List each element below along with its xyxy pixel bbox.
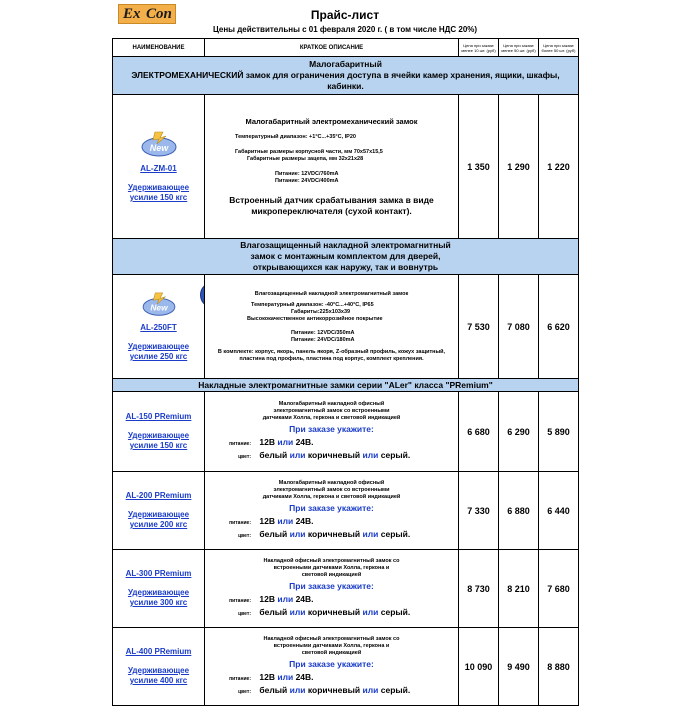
order-note: При заказе укажите: xyxy=(289,580,374,591)
price-under-50: 8 210 xyxy=(499,550,539,628)
order-note: При заказе укажите: xyxy=(289,658,374,669)
product-link-al-300[interactable]: AL-300 PRemium xyxy=(125,569,192,578)
holding-force-link[interactable]: Удерживающее усилие 400 кгс xyxy=(127,666,190,685)
section-premium-header xyxy=(113,379,579,392)
desc-heading: Малогабаритный электромеханический замок xyxy=(245,116,418,126)
color-options xyxy=(211,450,452,463)
product-link-al-zm-01[interactable]: AL-ZM-01 xyxy=(140,164,177,173)
desc-power-12v: Питание: 12VDC/760mA xyxy=(275,170,339,177)
product-description xyxy=(205,392,459,472)
product-row-al-200 xyxy=(113,472,579,550)
or-text: или xyxy=(277,515,294,526)
price-over-50: 7 680 xyxy=(539,550,579,628)
color-label: цвет: xyxy=(238,453,251,460)
header-desc: КРАТКОЕ ОПИСАНИЕ xyxy=(205,39,459,57)
product-description xyxy=(205,472,459,550)
or-text: или xyxy=(289,528,306,539)
desc-dims-hook: Габаритные размеры зацепа, мм 32х21х28 xyxy=(247,155,364,162)
product-row-al-300 xyxy=(113,550,579,628)
desc-text: Малогабаритный накладной офисный электромагнитный замок со встроенными датчиками Холла, геркона и световой индикацией xyxy=(262,479,401,500)
desc-coating: Высококачественное антикоррозийное покрытие xyxy=(247,315,383,322)
product-name-cell xyxy=(113,472,205,550)
option-brown: коричневый xyxy=(307,606,361,617)
or-text: или xyxy=(289,684,306,695)
table-header-row xyxy=(113,39,579,57)
desc-temperature: Температурный диапазон: -40°C...+40°C, IP65 xyxy=(251,301,374,308)
color-label: цвет: xyxy=(238,610,251,617)
option-brown: коричневый xyxy=(307,528,361,539)
power-options xyxy=(211,672,452,685)
option-white: белый xyxy=(259,449,288,460)
or-text: или xyxy=(289,606,306,617)
product-link-al-400[interactable]: AL-400 PRemium xyxy=(125,647,192,656)
price-under-50: 1 290 xyxy=(499,95,539,239)
product-name-cell xyxy=(113,550,205,628)
price-under-10: 7 530 xyxy=(459,275,499,379)
product-link-al-200[interactable]: AL-200 PRemium xyxy=(125,491,192,500)
product-description xyxy=(205,95,459,239)
desc-dims-body: Габаритные размеры корпусной части, мм 70х57х15,5 xyxy=(235,148,383,155)
power-label: питание: xyxy=(229,440,251,447)
power-label: питание: xyxy=(229,675,251,682)
price-under-10: 6 680 xyxy=(459,392,499,472)
price-under-10: 1 350 xyxy=(459,95,499,239)
option-12v: 12В xyxy=(259,671,275,682)
desc-text: Малогабаритный накладной офисный электромагнитный замок со встроенными датчиками Холла, геркона и световой индикацией xyxy=(262,400,401,421)
power-label: питание: xyxy=(229,597,251,604)
product-row-al-250ft xyxy=(113,275,579,379)
price-over-50: 1 220 xyxy=(539,95,579,239)
header-name: НАИМЕНОВАНИЕ xyxy=(113,39,205,57)
option-grey: серый. xyxy=(380,606,411,617)
option-12v: 12В xyxy=(259,436,275,447)
product-description xyxy=(205,628,459,706)
desc-power-24v: Питание: 24VDC/180mA xyxy=(291,336,355,343)
desc-power-24v: Питание: 24VDC/400mA xyxy=(275,177,339,184)
section-title: Влагозащищенный накладной электромагнитный замок с монтажным комплектом для дверей, открывающихся как наружу, так и вовнутрь xyxy=(113,239,579,275)
price-under-10: 10 090 xyxy=(459,628,499,706)
price-under-50: 9 490 xyxy=(499,628,539,706)
product-name-cell xyxy=(113,95,205,239)
or-text: или xyxy=(277,671,294,682)
product-name-cell xyxy=(113,628,205,706)
price-over-50: 5 890 xyxy=(539,392,579,472)
desc-power-12v: Питание: 12VDC/350mA xyxy=(291,329,355,336)
option-12v: 12В xyxy=(259,515,275,526)
or-text: или xyxy=(362,684,379,695)
power-options xyxy=(211,516,452,529)
product-row-al-150 xyxy=(113,392,579,472)
color-label: цвет: xyxy=(238,688,251,695)
new-badge-text: New xyxy=(149,143,168,153)
or-text: или xyxy=(289,449,306,460)
option-brown: коричневый xyxy=(307,449,361,460)
product-row-al-400 xyxy=(113,628,579,706)
header-price-2: Цена при заказе менее 50 шт. (руб) xyxy=(499,39,539,57)
power-options xyxy=(211,437,452,450)
option-grey: серый. xyxy=(380,449,411,460)
page-title: Прайс-лист xyxy=(310,8,380,22)
price-list-page xyxy=(112,0,578,700)
option-24v: 24В. xyxy=(295,671,314,682)
or-text: или xyxy=(277,436,294,447)
section-weatherproof-header xyxy=(113,239,579,275)
color-options xyxy=(211,685,452,698)
price-under-50: 6 290 xyxy=(499,392,539,472)
option-white: белый xyxy=(259,606,288,617)
option-grey: серый. xyxy=(380,684,411,695)
desc-text: Накладной офисный электромагнитный замок со встроенными датчиками Холла, геркона и световой индикацией xyxy=(263,557,400,578)
new-badge-icon xyxy=(139,130,179,160)
color-label: цвет: xyxy=(238,532,251,539)
section-title: Накладные электромагнитные замки серии "ALer" класса "PRemium" xyxy=(113,379,579,392)
product-name-cell xyxy=(113,392,205,472)
new-badge-text: New xyxy=(149,302,168,313)
option-brown: коричневый xyxy=(307,684,361,695)
product-link-al-150[interactable]: AL-150 PRemium xyxy=(125,412,192,421)
order-note: При заказе укажите: xyxy=(289,423,374,434)
price-over-50: 8 880 xyxy=(539,628,579,706)
price-under-50: 7 080 xyxy=(499,275,539,379)
or-text: или xyxy=(277,593,294,604)
product-description xyxy=(205,275,459,379)
option-24v: 24В. xyxy=(295,593,314,604)
product-name-cell xyxy=(113,275,222,379)
price-over-50: 6 620 xyxy=(539,275,579,379)
section-title: Малогабаритный ЭЛЕКТРОМЕХАНИЧЕСКИЙ замок для ограничения доступа в ячейки камер хранения, ящики, шкафы, кабинки. xyxy=(113,57,579,95)
or-text: или xyxy=(362,528,379,539)
price-over-50: 6 440 xyxy=(539,472,579,550)
desc-heading: Влагозащищенный накладной электромагнитный замок xyxy=(254,290,409,297)
validity-note: Цены действительны с 01 февраля 2020 г. ( в том числе НДС 20%) xyxy=(212,25,478,34)
price-table xyxy=(112,38,579,706)
holding-force-link[interactable]: Удерживающее усилие 200 кгс xyxy=(127,510,190,529)
header-price-1: Цена при заказе менее 10 шт. (руб) xyxy=(459,39,499,57)
option-12v: 12В xyxy=(259,593,275,604)
holding-force-link[interactable]: Удерживающее усилие 150 кгс xyxy=(127,431,190,450)
product-description xyxy=(205,550,459,628)
or-text: или xyxy=(362,606,379,617)
desc-dims: Габариты:225х103х39 xyxy=(291,308,351,315)
power-label: питание: xyxy=(229,519,251,526)
color-options xyxy=(211,529,452,542)
new-badge-icon xyxy=(139,291,179,319)
logo-text-ex: Ex xyxy=(123,6,141,22)
logo-text-con: Con xyxy=(146,6,172,22)
holding-force-link[interactable]: Удерживающее усилие 250 кгс xyxy=(127,342,190,361)
price-under-50: 6 880 xyxy=(499,472,539,550)
section-electromechanical-header xyxy=(113,57,579,95)
power-options xyxy=(211,594,452,607)
desc-sensor: Встроенный датчик срабатывания замка в виде микропереключателя (сухой контакт). xyxy=(229,194,434,216)
order-note: При заказе укажите: xyxy=(289,502,374,513)
option-grey: серый. xyxy=(380,528,411,539)
product-link-al-250ft[interactable]: AL-250FT xyxy=(140,323,177,332)
option-white: белый xyxy=(259,684,288,695)
desc-temperature: Температурный диапазон: +1°C...+35°C, IP20 xyxy=(235,133,356,140)
ip65-badge-icon: IP65 xyxy=(199,281,205,309)
holding-force-link[interactable]: Удерживающее усилие 150 кгс xyxy=(127,183,190,202)
option-white: белый xyxy=(259,528,288,539)
price-under-10: 8 730 xyxy=(459,550,499,628)
holding-force-link[interactable]: Удерживающее усилие 300 кгс xyxy=(127,588,190,607)
option-24v: 24В. xyxy=(295,436,314,447)
or-text: или xyxy=(362,449,379,460)
desc-text: Накладной офисный электромагнитный замок со встроенными датчиками Холла, геркона и световой индикацией xyxy=(263,635,400,656)
product-row-al-zm-01 xyxy=(113,95,579,239)
color-options xyxy=(211,607,452,620)
price-under-10: 7 330 xyxy=(459,472,499,550)
desc-kit: В комплекте: корпус, якорь, панель якоря, Z-образный профиль, кожух защитный, пластина под профиль, пластина под корпус, комплект крепления. xyxy=(217,348,446,362)
option-24v: 24В. xyxy=(295,515,314,526)
header-price-3: Цена при заказе более 50 шт. (руб) xyxy=(539,39,579,57)
